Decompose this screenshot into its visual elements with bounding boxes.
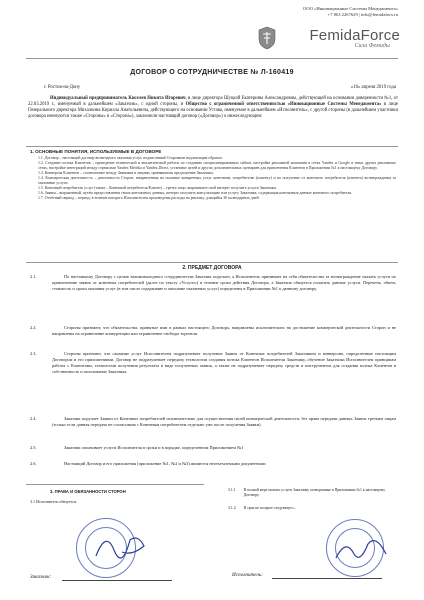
- definitions-list: [38, 156, 396, 201]
- section3-right: [228, 488, 398, 511]
- company-logo: [230, 26, 400, 52]
- clause-text: Настоящий Договор и его приложения (приложение №1, №2 и №3) являются неотъемлемыми документами: [64, 461, 266, 466]
- definition-item: 1.1. Договор – настоящий договор возмездного оказания услуг, подписанный Сторонами надлежащим образом.: [38, 156, 223, 160]
- section1-divider: [26, 146, 398, 147]
- clause-2-1: [30, 274, 396, 292]
- letterhead: [26, 0, 398, 19]
- section3-divider: [26, 484, 204, 485]
- clause-text: В срок не позднее следующего...: [243, 506, 297, 510]
- contractor-signature-icon: [334, 532, 392, 568]
- header-divider: [26, 58, 398, 59]
- document-title: ДОГОВОР О СОТРУДНИЧЕСТВЕ № Л-160419: [130, 69, 294, 76]
- definition-item: 1.7. Отчётный период – период, в течение которого Исполнителем произведены расходы на рекламу, длящийся 30 календарных дней.: [38, 196, 260, 201]
- clause-text: Стороны признают, что оказание услуг Исполнителем подразумевает получение Заявок от Конечных потребителей Заказчиком и конверсию, определенные настоящим Договором и его приложениями. Договор не подразумевает передачу технологии создания потока Клиентов Исполнителя Заказчику, обучение Заказчика Исполнителем принципам работы с Клиентами, технологии получения результата в виде полученных заявок, а также не подразумевает передачу средств и инструментов для создания потока Клиентов в собственность и пользование Заказчика.: [52, 351, 396, 374]
- definition-item: 1.3. Конверсия Клиентов – соотношение между Заявками и лицами, принявшими предложение Заказчика.: [38, 171, 214, 176]
- clause-2-4: [30, 416, 396, 428]
- definition-item: 1.6. Заявка – выраженный, путём предоставления своих контактных данных, интерес получить консультацию или услугу Заказчика, содержащая контактные данные конечного потребителя.: [38, 191, 353, 196]
- clause-number: 3.1.2: [228, 506, 236, 510]
- section3-heading: 3. ПРАВА И ОБЯЗАННОСТИ СТОРОН: [50, 489, 126, 494]
- section2-heading: 2. ПРЕДМЕТ ДОГОВОРА: [182, 265, 242, 271]
- clause-3-1-2: [228, 506, 398, 511]
- contractor-signature-line: [272, 578, 382, 579]
- clause-number: 2.2.: [30, 325, 37, 330]
- clause-number: 2.6.: [30, 461, 37, 466]
- definition-item: 1.2. Создание потока Клиентов – проведение технической и аналитической работы по созданию специализированных сайтов, настройке рекламной компании в сетях Yandex и Google и иных других рекламных сетях, настройке интеграций между сервисами Yandex Metrika и Yandex.Direct, установке целей и других дополнительных сценариев для привлечения Клиентов в Приложении №1 к настоящему Договору.: [38, 161, 396, 171]
- clause-text: Заказчик поручает Заявки от Конечных потребителей исключительно для осуществления своей коммерческой деятельности, без права передачи данных Заявок третьим лицам (только если данная передача не согласована с Конечным потребителем отдельно уже после получения Заявки).: [52, 416, 396, 427]
- company-name: ООО «Инновационные Системы Менеджмента»: [302, 6, 398, 11]
- clause-2-5: [30, 445, 396, 451]
- customer-signature-label: Заказчик:: [30, 574, 52, 580]
- customer-signature-line: [62, 580, 172, 581]
- section2-divider: [26, 262, 398, 263]
- clause-number: 2.3.: [30, 351, 37, 356]
- party-customer: Индивидуальный предприниматель Киселев Никита Игоревич: [50, 96, 186, 101]
- contractor-signature-label: Исполнитель:: [232, 572, 263, 578]
- customer-signature-icon: [92, 526, 152, 566]
- clause-text: Заказчик оплачивает услуги Исполнителя в сроки и в порядке, определенном Приложением №1: [64, 445, 244, 450]
- document-city: г. Ростов-на-Дону: [44, 85, 81, 90]
- party-contractor: Общество с ограниченной ответственностью «Инновационные Системы Менеджмента»: [185, 102, 382, 108]
- clause-number: 3.1.1: [228, 488, 236, 492]
- definition-item: 1.4. Коммерческая деятельность – деятельность Сторон, направленная на оказание конкретных услуг конечному потребителю (клиенту) и на получение от конечного потребителя (клиента) вознаграждения за оказанные услуги.: [38, 176, 396, 186]
- clause-2-6: [30, 461, 396, 467]
- preamble-text-1: , в лице директора Шуцкой Екатерины Александровны, действующей на основании доверенности №1, от 22.03.2019 г., именуемый в дальнейшем «Заказчик», с одной стороны, и: [28, 96, 398, 108]
- preamble-text-2: в лице Генерального директора Михалкина Кирилла Анатольевича, действующего на основании Устава, именуемое в дальнейшем «Исполнитель», с другой стороны (в дальнейшем участники договора именуются также «Стороны» и «Сторона»), заключили настоящий договор («Договор») о нижеследующем:: [28, 102, 398, 120]
- clause-text: По настоящему Договору с целью взаимовыгодного сотрудничества Заказчик поручает, а Исполнитель принимает на себя обязательства за вознаграждение оказать услуги по привлечению заявок от конечных потребителей (далее по тексту «Услуги») в течение срока действия Договора, а Заказчик обязуется оплатить данные услуги. Перечень, объем, стоимость и сроки оказания услуг (в том числе содержание и описание оказанных услуг) определены в Приложении №1 к данному договору.: [52, 274, 396, 291]
- company-contacts: +7 863 2267629 | info@femidaforx.ru: [327, 12, 398, 18]
- clause-3-1-1: [228, 488, 398, 498]
- clause-number: 2.1.: [30, 274, 37, 279]
- logo-tagline: Сила Фемиды: [354, 43, 390, 49]
- clause-number: 2.4.: [30, 416, 37, 421]
- clause-2-2: [30, 325, 396, 337]
- preamble: [28, 96, 398, 120]
- clause-2-3: [30, 351, 396, 374]
- document-date: «16» апреля 2019 года: [350, 85, 396, 90]
- logo-name: FemidaForce: [309, 27, 400, 44]
- clause-number: 2.5.: [30, 445, 37, 450]
- shield-logo-icon: [258, 26, 276, 50]
- definition-item: 1.5. Конечный потребитель услуг (также – Конечный потребитель/Клиент) – третье лицо, выразившее свой интерес получить услуги Заказчика.: [38, 186, 277, 191]
- clause-text: В полной мере оказать услуги Заказчику оговоренные в Приложении №1 к настоящему Договору.: [243, 488, 386, 497]
- section3-left: 3.1 Исполнитель обязуется:: [30, 499, 77, 504]
- clause-text: Стороны признают, что обязательства, принятые ими в рамках настоящего Договора, направлены исключительно на достижение коммерческой деятельности Сторон и не направлены на ограничение конкуренции или ограничение свободы торговли.: [52, 325, 396, 336]
- section1-heading: 1. ОСНОВНЫЕ ПОНЯТИЯ, ИСПОЛЬЗУЕМЫЕ В ДОГОВОРЕ: [30, 149, 162, 154]
